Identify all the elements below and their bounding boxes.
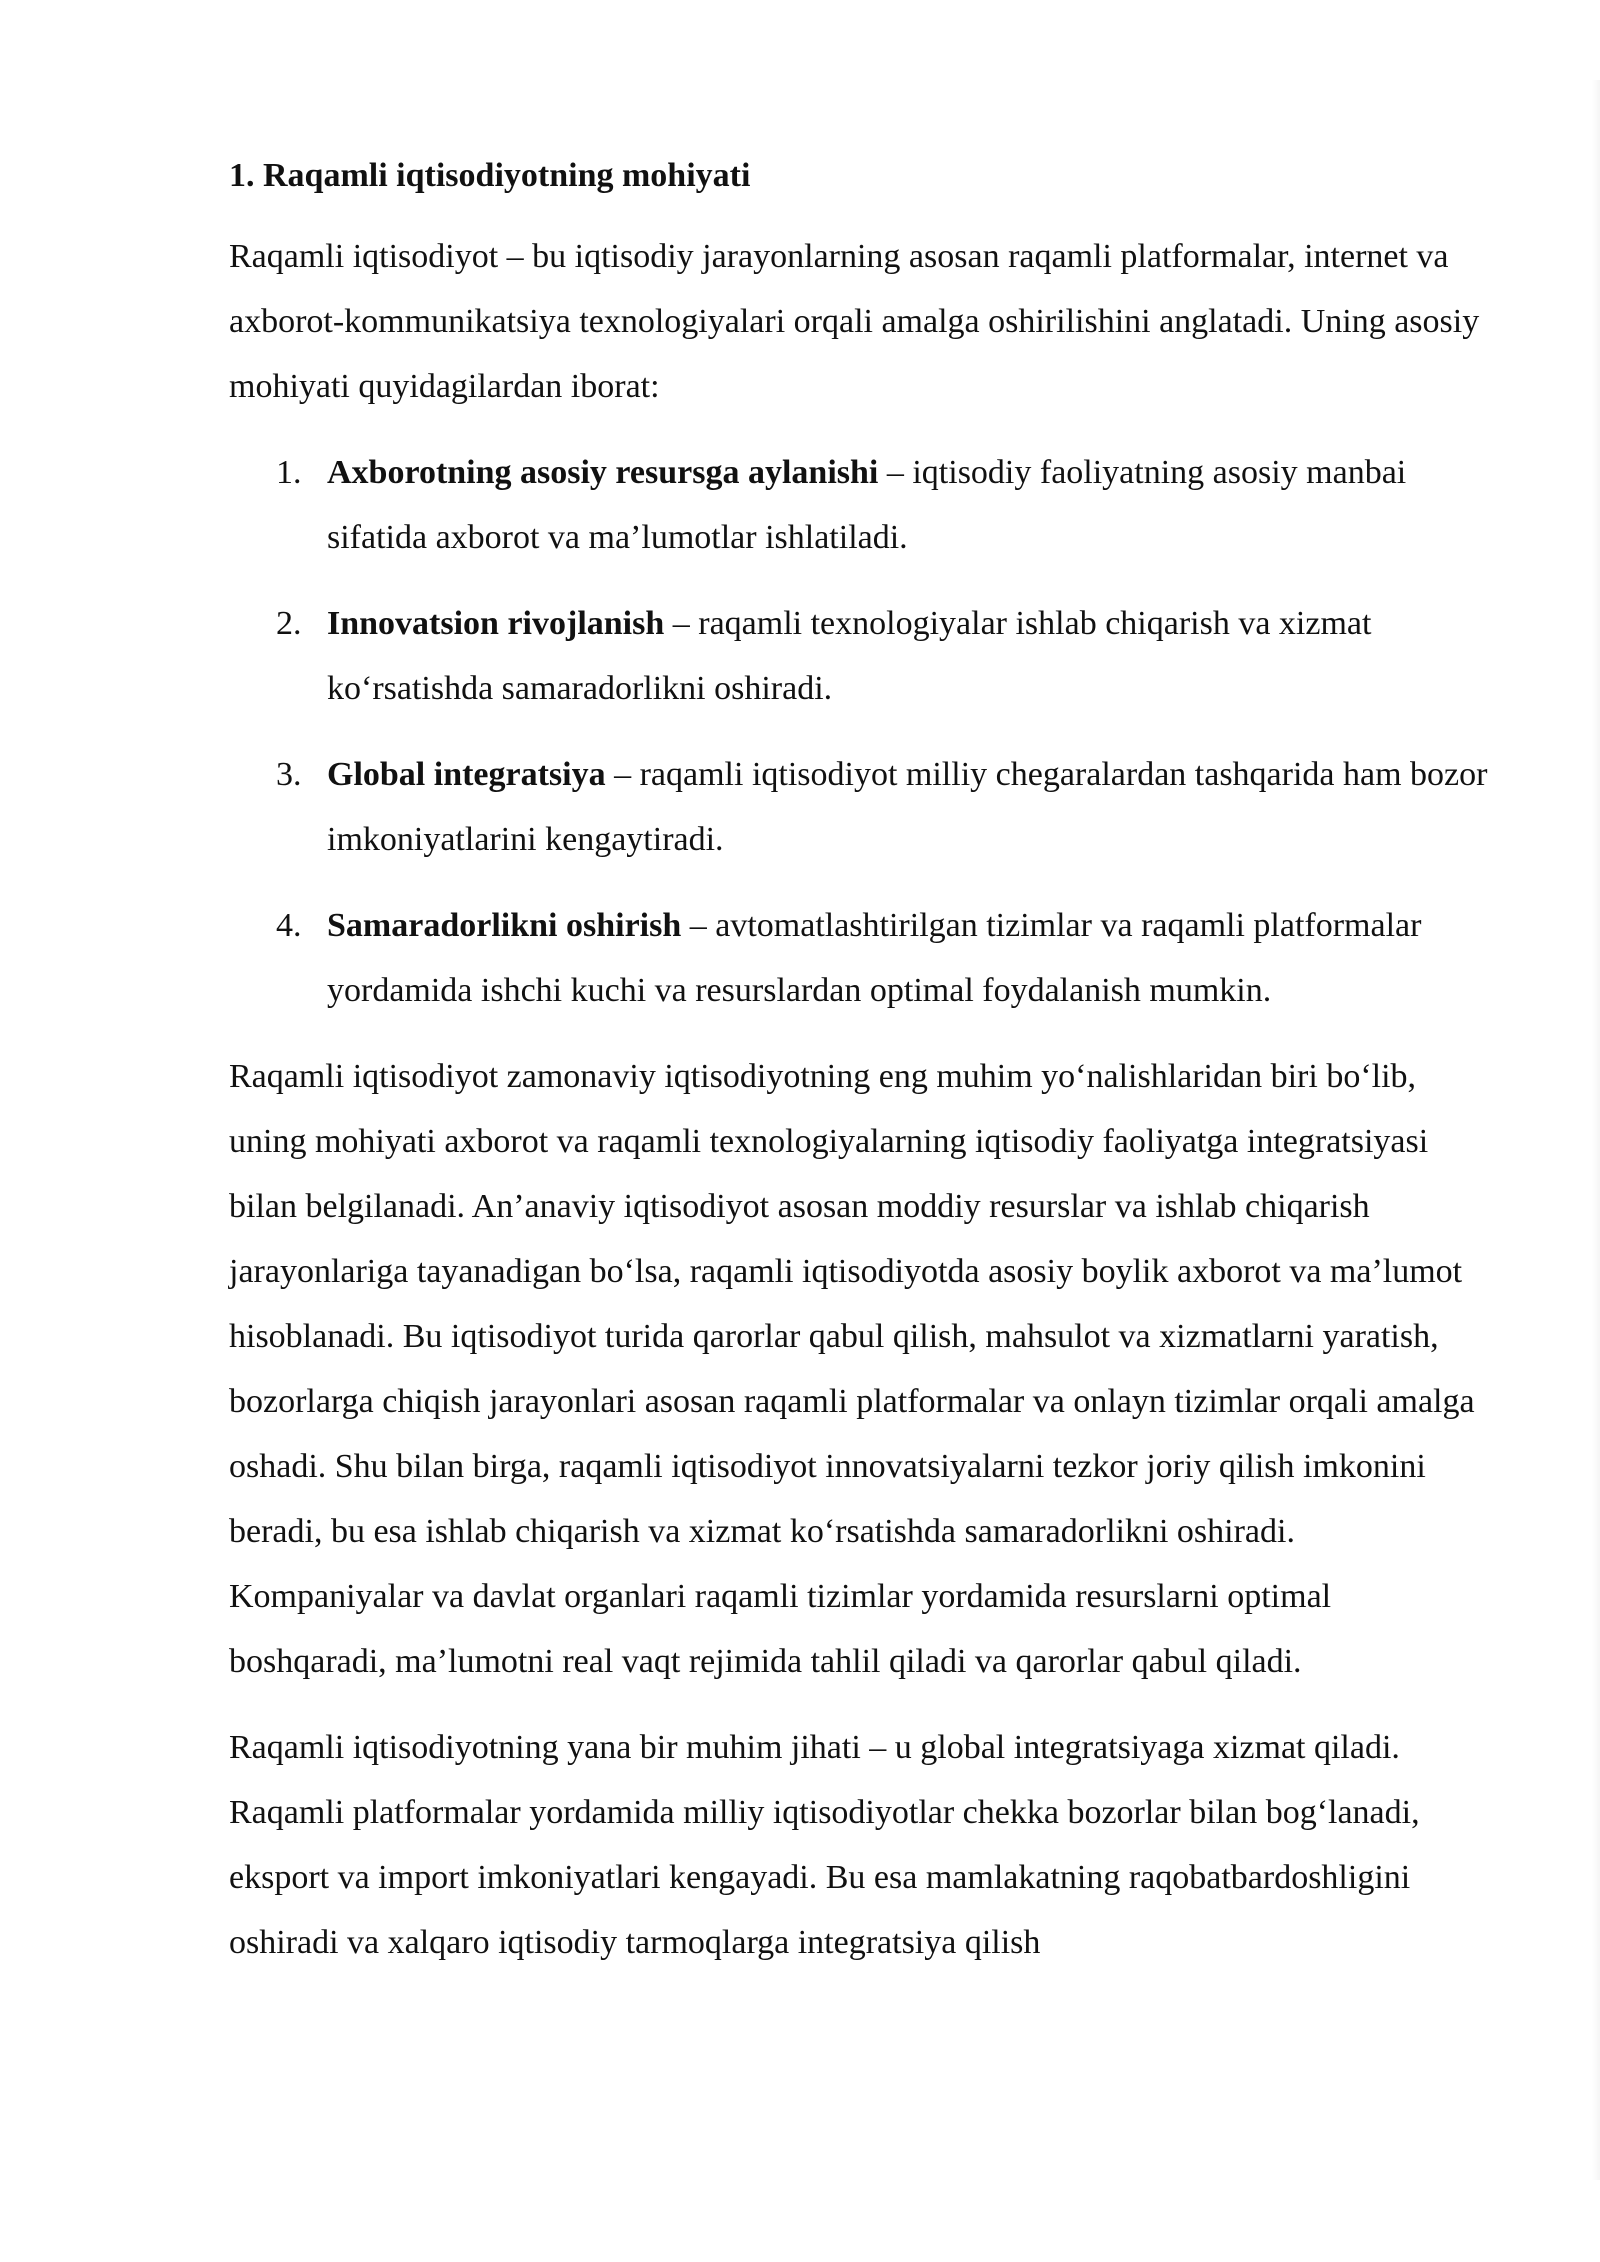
list-text: – avtomatlashtirilgan tizimlar va raqamli platformalar yordamida ishchi kuchi va resurslardan optimal foydalanish mumkin. <box>327 907 1422 1009</box>
list-number: 1. <box>276 454 302 491</box>
list-item <box>229 440 1489 570</box>
section-heading: 1. Raqamli iqtisodiyotning mohiyati <box>229 157 751 194</box>
list-item <box>229 591 1489 721</box>
list-term: Innovatsion rivojlanish <box>327 605 665 642</box>
list-item <box>229 742 1489 872</box>
list-term: Axborotning asosiy resursga aylanishi <box>327 454 879 491</box>
list-number: 4. <box>276 907 302 944</box>
body-paragraph: Raqamli iqtisodiyotning yana bir muhim jihati – u global integratsiyaga xizmat qiladi. Raqamli platformalar yordamida milliy iqtisodiyotlar chekka bozorlar bilan bog‘lanadi, eksport va import imkoniyatlari kengayadi. Bu esa mamlakatning raqobatbardoshligini oshiradi va xalqaro iqtisodiy tarmoqlarga integratsiya qilish <box>229 1729 1420 1961</box>
list-number: 3. <box>276 756 302 793</box>
list-item <box>229 893 1489 1023</box>
list-text: – iqtisodiy faoliyatning asosiy manbai sifatida axborot va ma’lumotlar ishlatiladi. <box>327 454 1407 556</box>
list-number: 2. <box>276 605 302 642</box>
list-term: Global integratsiya <box>327 756 606 793</box>
body-paragraph: Raqamli iqtisodiyot zamonaviy iqtisodiyotning eng muhim yo‘nalishlaridan biri bo‘lib, uning mohiyati axborot va raqamli texnologiyalarning iqtisodiy faoliyatga integratsiyasi bilan belgilanadi. An’anaviy iqtisodiyot asosan moddiy resurslar va ishlab chiqarish jarayonlariga tayanadigan bo‘lsa, raqamli iqtisodiyotda asosiy boylik axborot va ma’lumot hisoblanadi. Bu iqtisodiyot turida qarorlar qabul qilish, mahsulot va xizmatlarni yaratish, bozorlarga chiqish jarayonlari asosan raqamli platformalar va onlayn tizimlar orqali amalga oshadi. Shu bilan birga, raqamli iqtisodiyot innovatsiyalarni tezkor joriy qilish imkonini beradi, bu esa ishlab chiqarish va xizmat ko‘rsatishda samaradorlikni oshiradi. Kompaniyalar va davlat organlari raqamli tizimlar yordamida resurslarni optimal boshqaradi, ma’lumotni real vaqt rejimida tahlil qiladi va qarorlar qabul qiladi. <box>229 1058 1475 1680</box>
list-term: Samaradorlikni oshirish <box>327 907 682 944</box>
list-text: – raqamli iqtisodiyot milliy chegaralardan tashqarida ham bozor imkoniyatlarini kengaytiradi. <box>327 756 1488 858</box>
numbered-list <box>229 440 1489 1023</box>
document-page <box>229 150 1489 1996</box>
page-edge-shadow <box>1592 80 1600 2180</box>
intro-paragraph: Raqamli iqtisodiyot – bu iqtisodiy jarayonlarning asosan raqamli platformalar, internet va axborot-kommunikatsiya texnologiyalari orqali amalga oshirilishini anglatadi. Uning asosiy mohiyati quyidagilardan iborat: <box>229 238 1480 405</box>
list-text: – raqamli texnologiyalar ishlab chiqarish va xizmat ko‘rsatishda samaradorlikni oshiradi. <box>327 605 1372 707</box>
